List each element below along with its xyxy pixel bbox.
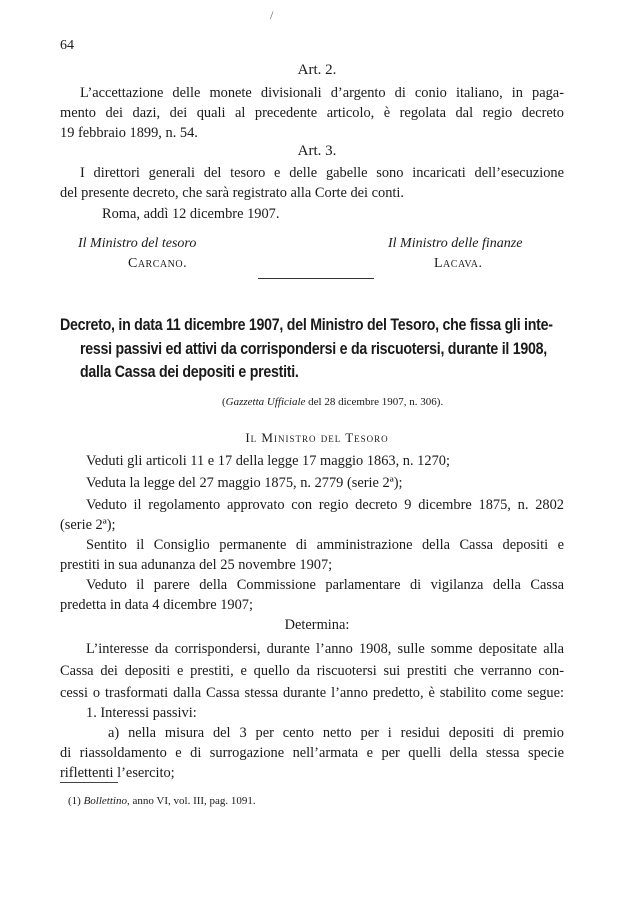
- page-number: 64: [60, 38, 74, 53]
- final-line-2: Cassa dei depositi e prestiti, e quello da riscuotersi sui prestiti che verranno con-: [60, 663, 564, 679]
- ministro-subheading: Il Ministro del Tesoro: [245, 430, 389, 445]
- decree-title-line-3: dalla Cassa dei depositi e prestiti.: [80, 363, 299, 381]
- final-line-7: riflettenti l’esercito;: [60, 765, 175, 781]
- art2-line-2: mento dei dazi, dei quali al precedente articolo, è regolata dal regio decreto: [60, 105, 564, 121]
- right-signature-title: Il Ministro delle finanze: [388, 236, 523, 251]
- art2-line-3: 19 febbraio 1899, n. 54.: [60, 125, 198, 141]
- top-mark: /: [270, 8, 274, 22]
- art2-line-1: L’accettazione delle monete divisionali d’argento di conio italiano, in paga-: [80, 85, 564, 101]
- body-line-1: Veduti gli articoli 11 e 17 della legge 17 maggio 1863, n. 1270;: [86, 453, 450, 469]
- body-line-3: Veduto il regolamento approvato con regio decreto 9 dicembre 1875, n. 2802: [86, 497, 564, 513]
- determina-heading: Determina:: [284, 617, 350, 633]
- final-line-4: 1. Interessi passivi:: [86, 705, 197, 721]
- footnote: (1) Bollettino, anno VI, vol. III, pag. 1091.: [68, 795, 256, 807]
- final-line-3: cessi o trasformati dalla Cassa stessa durante l’anno predetto, è stabilito come segue:: [60, 685, 564, 701]
- body-line-5: Sentito il Consiglio permanente di amministrazione della Cassa depositi e: [86, 537, 564, 553]
- decree-title-line-1: Decreto, in data 11 dicembre 1907, del Ministro del Tesoro, che fissa gli inte-: [60, 316, 553, 334]
- body-line-4: (serie 2ª);: [60, 517, 116, 533]
- body-line-7: Veduto il parere della Commissione parlamentare di vigilanza della Cassa: [86, 577, 564, 593]
- art2-heading: Art. 2.: [297, 62, 337, 78]
- left-signature-title: Il Ministro del tesoro: [78, 236, 197, 251]
- decree-title-line-2: ressi passivi ed attivi da corrispondersi e da riscuotersi, durante il 1908,: [80, 340, 548, 358]
- gazzetta-reference: (Gazzetta Ufficiale del 28 dicembre 1907, n. 306).: [222, 396, 444, 408]
- body-line-2: Veduta la legge del 27 maggio 1875, n. 2779 (serie 2ª);: [86, 475, 403, 491]
- final-line-1: L’interesse da corrispondersi, durante l’anno 1908, sulle somme depositate alla: [86, 641, 564, 657]
- art3-heading: Art. 3.: [297, 143, 337, 159]
- art3-line-2: del presente decreto, che sarà registrato alla Corte dei conti.: [60, 185, 405, 201]
- body-line-8: predetta in data 4 dicembre 1907;: [60, 597, 254, 613]
- final-line-6: di riassoldamento e di surrogazione nell’armata e per quelli della stessa specie: [60, 745, 564, 761]
- final-line-5: a) nella misura del 3 per cento netto per i residui depositi di premio: [108, 725, 564, 741]
- footnote-divider: [60, 782, 118, 783]
- body-line-6: prestiti in sua adunanza del 25 novembre 1907;: [60, 557, 333, 573]
- right-signature-name: Lacava.: [434, 256, 483, 271]
- section-divider: [258, 278, 374, 279]
- date-line: Roma, addì 12 dicembre 1907.: [102, 206, 280, 222]
- left-signature-name: Carcano.: [128, 256, 188, 271]
- art3-line-1: I direttori generali del tesoro e delle gabelle sono incaricati dell’esecuzione: [80, 165, 564, 181]
